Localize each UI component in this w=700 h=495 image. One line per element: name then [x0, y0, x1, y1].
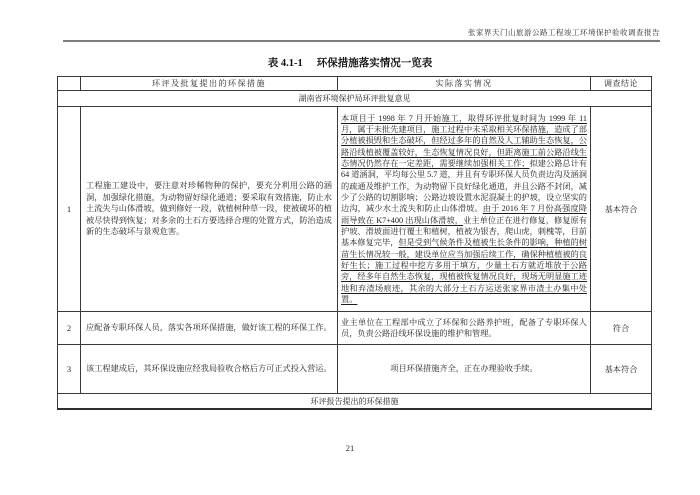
implementation-text: 业主单位在工程部中成立了环保和公路养护班，配备了专职环保人员，负责公路沿线环保设施的维护和管理。 [341, 317, 587, 338]
section-header-cell: 湖南省环境保护局环评批复意见 [58, 91, 652, 107]
row-number: 2 [58, 312, 81, 345]
table-header-row [58, 77, 652, 91]
table-title-number: 表 4.1-1 [267, 58, 303, 69]
measure-cell [81, 312, 338, 345]
impl-segment: 但是受到气候条件及植被生长条件的影响，种植的树苗生长情况较一般，建设单位应当加强后续工作，确保种植植被的良好生长；施工过程中挖方多用于填方，少量土石方就近堆放于公路旁，经多年自然生态恢复，现植被恢复情况良好，现场无明显施工迹地和弃渣场痕迹，其余的大部分土石方运送张家界市渣土办集中处置。 [341, 238, 587, 304]
table-title [0, 55, 700, 70]
col-header-conclusion: 调查结论 [591, 77, 652, 91]
impl-segment: 业主单位正在进行修复，修复原有护坡、滑坡面进行覆土和植树，植被为银杏，爬山虎，刺槐等，目前基本修复完毕， [341, 215, 587, 248]
measure-cell [81, 107, 338, 312]
page-number: 21 [345, 443, 355, 453]
table-row [58, 345, 652, 394]
measures-table [57, 76, 652, 410]
conclusion-cell: 基本符合 [591, 107, 652, 312]
measure-text: 工程施工建设中，要注意对珍稀物种的保护，要充分利用公路的涵洞，加强绿化措施，为动物留好绿化通道；要采取有效措施，防止水土流失与山体滑坡，做到修好一段，就植树种草一段，使被破坏的植被尽快得到恢复；对多余的土石方要选择合理的处置方式，防治造成新的生态破坏与景观危害。 [86, 181, 332, 237]
row-number: 1 [58, 107, 81, 312]
header-rule [63, 40, 660, 42]
section-footer-row [58, 394, 652, 410]
measure-cell [81, 345, 338, 394]
implementation-cell [338, 345, 591, 394]
implementation-text: 项目环保措施齐全，正在办理验收手续。 [390, 364, 538, 374]
conclusion-cell: 基本符合 [591, 345, 652, 394]
row-number: 3 [58, 345, 81, 394]
impl-segment: 拟建公路总计有 64 道涵洞，平均每公里 5.7 道，并且有专职环保人员负责边沟及涵洞的疏通及维护工作，为动物留下良好绿化通道，并且公路不封闭，减少了公路的切割影响；公路边坡设置水泥混凝土的护坡，设立坚实的边沟，减少水土流失和防止山体滑坡。 [341, 159, 587, 214]
table-title-text: 环保措施落实情况一览表 [316, 58, 433, 69]
running-header: 张家界天门山旅游公路工程竣工环境保护验收调查报告 [468, 28, 660, 37]
measure-text: 应配备专职环保人员，落实各项环保措施，做好该工程的环保工作。 [86, 323, 332, 333]
table-row [58, 312, 652, 345]
measure-text: 该工程建成后，其环保设施应经我局验收合格后方可正式投入营运。 [86, 364, 332, 374]
col-header-implementation: 实际落实情况 [338, 77, 591, 91]
col-header-index [58, 77, 81, 91]
conclusion-cell: 符合 [591, 312, 652, 345]
impl-segment: 由于 2016 年 7 月份高强度降雨导致在 K7+400 出现山体滑坡， [341, 204, 587, 225]
table-row [58, 107, 652, 312]
section-header-row [58, 91, 652, 107]
implementation-cell [338, 107, 591, 312]
implementation-text [341, 113, 587, 306]
col-header-measure: 环评及批复提出的环保措施 [81, 77, 338, 91]
impl-segment: 本项目于 1998 年 7 月开始施工，取得环评批复时间为 1999 年 11 月，属于未批先建项目，施工过程中未采取相关环保措施，造成了部分植被损毁和生态破坏，但经过多年的自然及人工辅助生态恢复，公路沿线植被覆盖较好，生态恢复情况良好，但距离施工前公路沿线生态情况仍然存在一定差距，需要继续加强相关工作； [341, 113, 587, 169]
implementation-cell [338, 312, 591, 345]
section-footer-cell: 环评报告提出的环保措施 [58, 394, 652, 410]
